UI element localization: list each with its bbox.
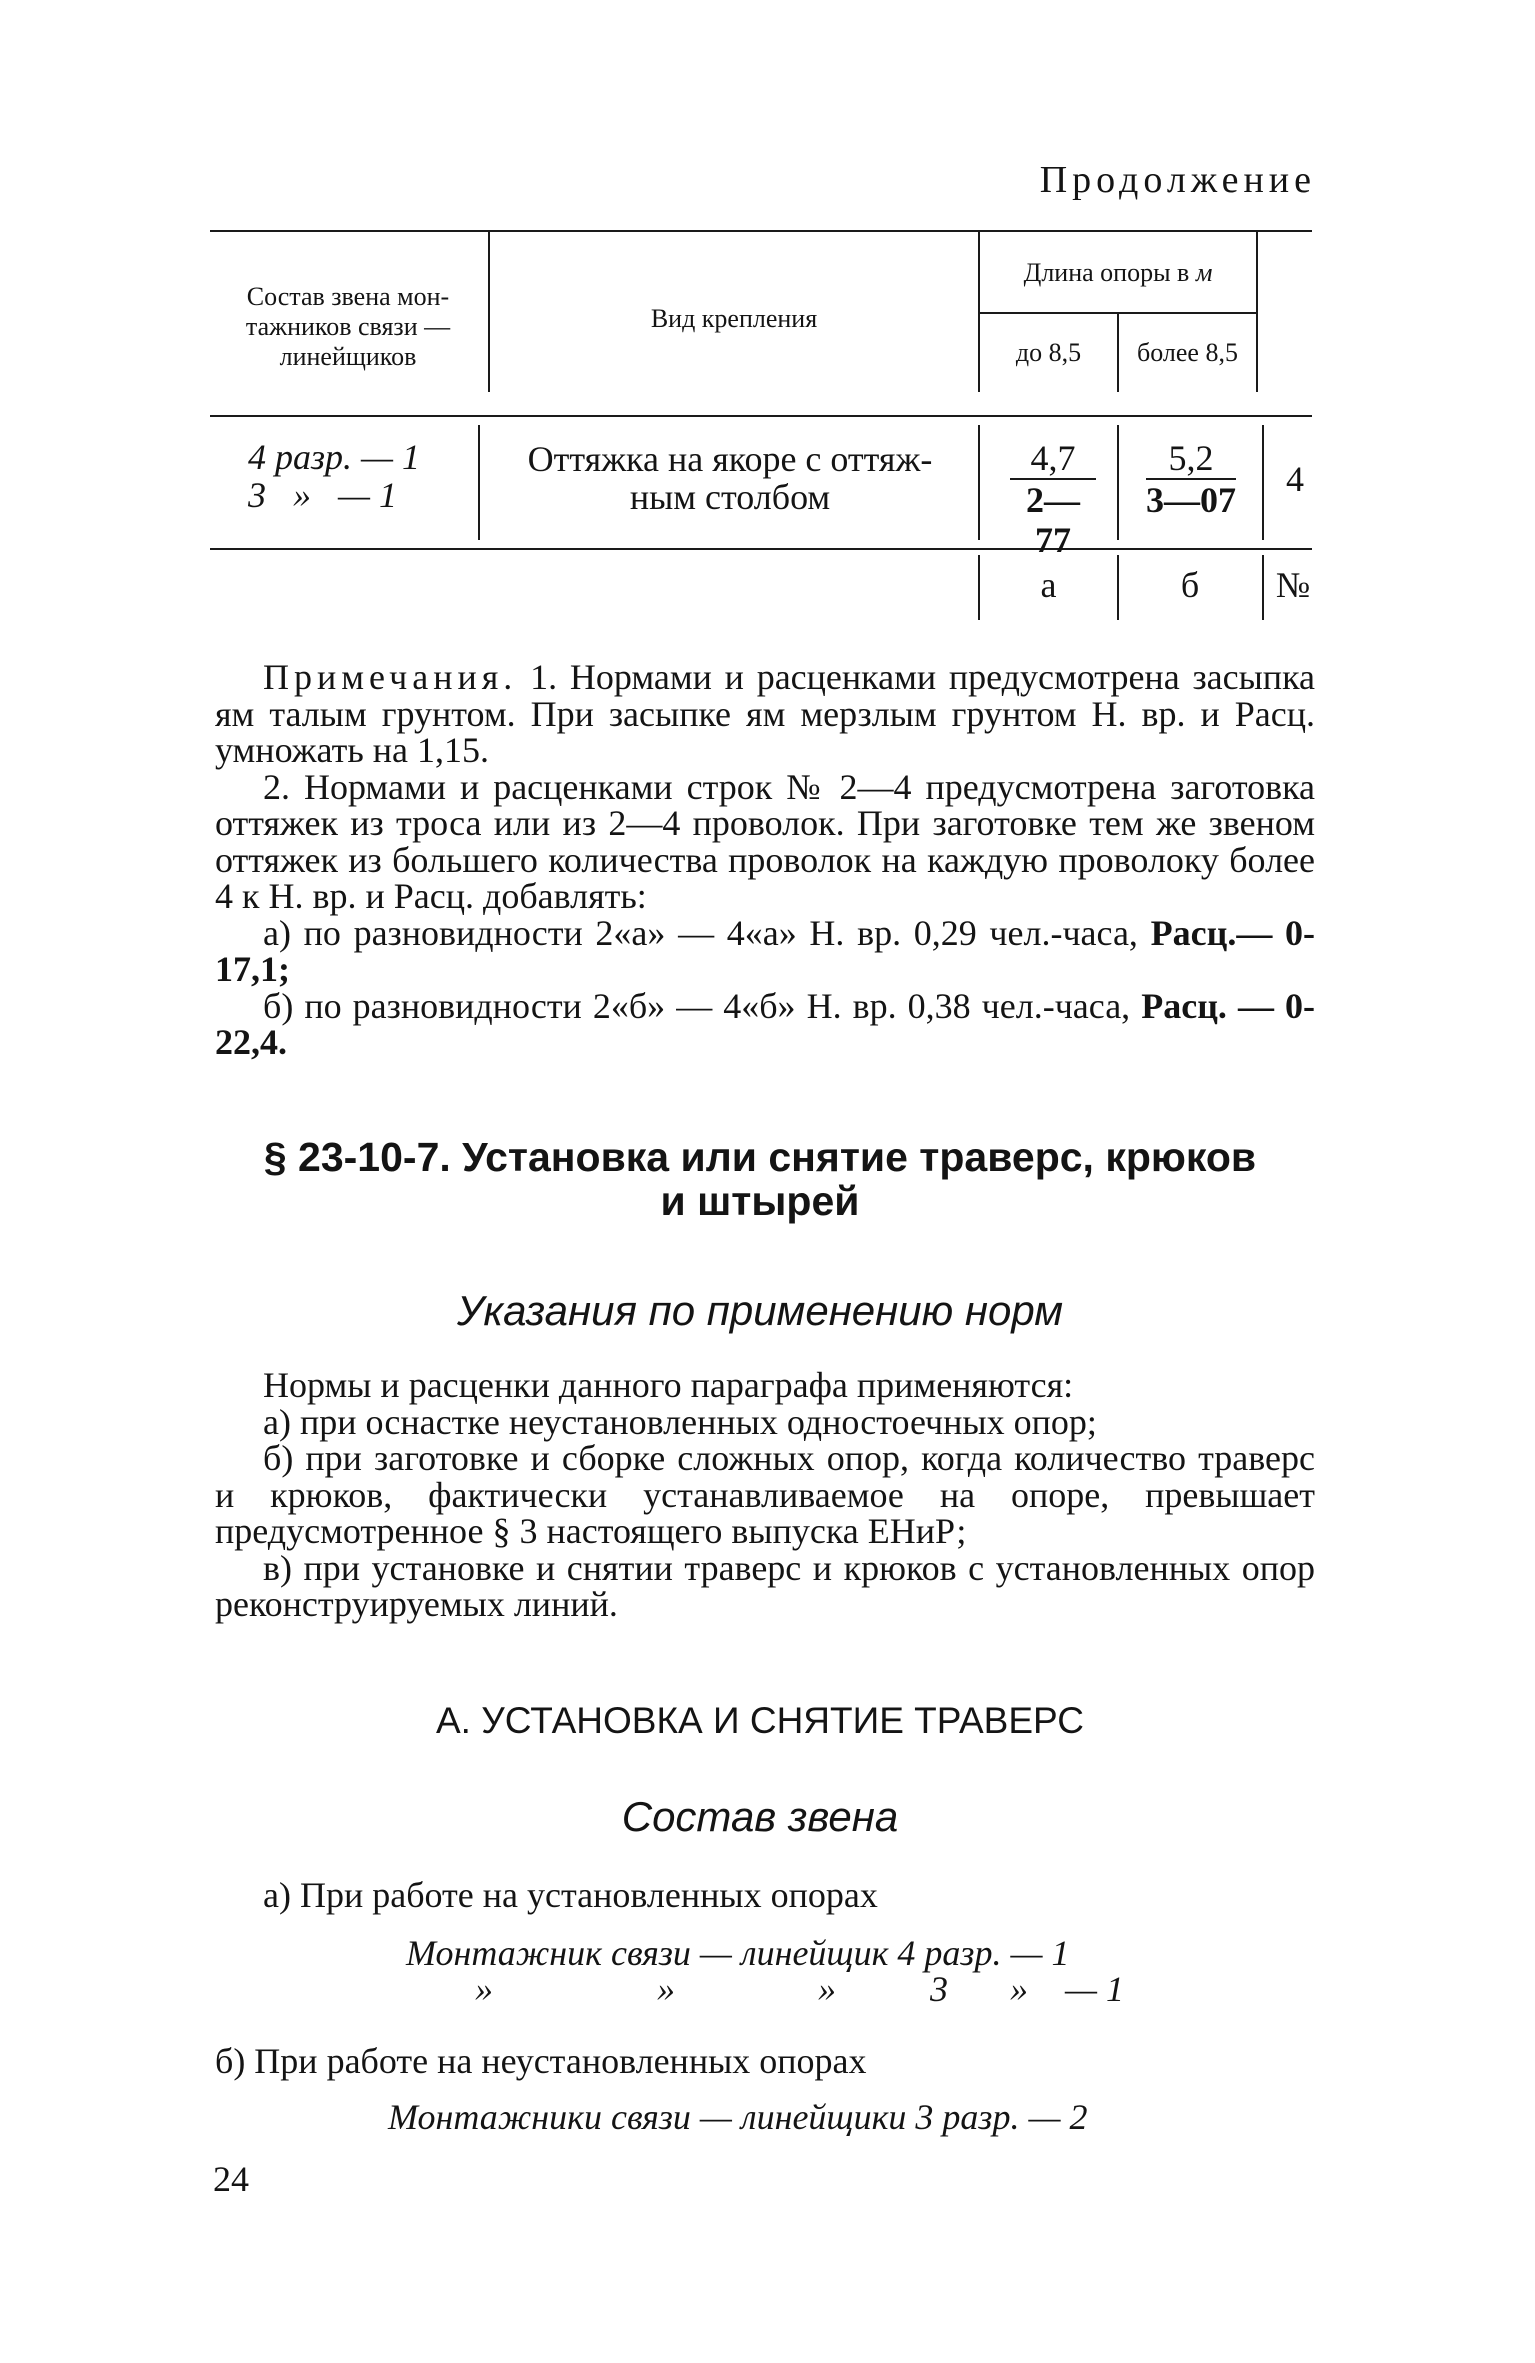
table-vline	[978, 232, 980, 392]
instructions-intro: Нормы и расценки данного параграфа применяются:	[263, 1365, 1074, 1405]
table-vline	[478, 425, 480, 540]
note-item-value: 0-22,4.	[215, 985, 1315, 1062]
header-crew-line: Состав звена мон-	[246, 282, 450, 311]
grade-value: 3	[930, 1969, 948, 2009]
note-item-text: а) по разновидности 2«а» — 4«а» Н. вр. 0,29 чел.-часа,	[263, 912, 1151, 953]
header-length-over: более 8,5	[1137, 338, 1238, 367]
count-value: — 1	[1065, 1969, 1125, 2009]
footer-column-b: б	[1180, 565, 1200, 605]
table-body-bottom-rule	[210, 548, 1312, 550]
ditto-mark: »	[475, 1969, 493, 2009]
note-item-value: 0-17,1;	[215, 912, 1315, 989]
time-norm-value: 4,7	[1030, 438, 1076, 478]
header-unit-m: м	[1195, 258, 1213, 287]
row-crew-line: 3 » — 1	[248, 475, 398, 515]
table-vline	[1117, 425, 1119, 540]
row-crew-composition	[248, 438, 474, 514]
note-2-item-b	[215, 985, 1315, 1062]
row-fastening-type	[484, 440, 976, 516]
section-instructions	[215, 1367, 1315, 1623]
header-crew-line: тажников связи —	[245, 312, 451, 341]
table-vline	[488, 232, 490, 392]
notes-block	[215, 659, 1315, 1061]
continuation-label: Продолжение	[1039, 159, 1316, 201]
table-vline	[1117, 314, 1119, 392]
header-length-up-to: до 8,5	[1015, 338, 1082, 367]
table-header-bottom-rule	[210, 415, 1312, 417]
subsection-heading: А. УСТАНОВКА И СНЯТИЕ ТРАВЕРС	[436, 1700, 1084, 1741]
note-1	[215, 659, 1315, 769]
instructions-item-c: в) при установке и снятии траверс и крюков с установленных опор реконструируемых линий.	[215, 1547, 1315, 1624]
table-vline	[1117, 555, 1119, 620]
table-top-rule	[210, 230, 1312, 232]
section-title-line: и штырей	[660, 1178, 860, 1224]
row-number: 4	[1286, 459, 1304, 499]
table-vline	[978, 555, 980, 620]
price-value: 2—77	[1010, 478, 1096, 560]
ditto-mark: »	[657, 1969, 675, 2009]
note-2: 2. Нормами и расценками строк № 2—4 предусмотрена заготовка оттяжек из троса или из 2—4 проволок. При заготовке тем же звеном оттяжек из большего количества проволок на каждую проволоку более 4 к Н. вр. и Расц. добавлять:	[215, 766, 1315, 916]
case-a-crew-line-1: Монтажник связи — линейщик 4 разр. — 1	[406, 1933, 1070, 1973]
ditto-mark: »	[1010, 1969, 1028, 2009]
header-support-length: Длина опоры в м	[1023, 258, 1213, 287]
notes-lead: Примечания.	[263, 657, 518, 697]
note-item-rasc: Расц.—	[1150, 912, 1273, 953]
note-item-rasc: Расц. —	[1141, 985, 1274, 1026]
instructions-item-b: б) при заготовке и сборке сложных опор, когда количество траверс и крюков, фактически устанавливаемое на опоре, превышает предусмотренное § 3 настоящего выпуска ЕНиР;	[215, 1438, 1315, 1551]
section-title-line: § 23-10-7. Установка или снятие траверс, крюков	[263, 1134, 1257, 1180]
header-fastening-type: Вид крепления	[650, 304, 818, 333]
price-value: 3—07	[1146, 480, 1236, 520]
row-fastening-line: Оттяжка на якоре с оттяж-	[527, 439, 933, 479]
case-b-heading: б) При работе на неустановленных опорах	[215, 2041, 867, 2081]
footer-row-number-label: №	[1275, 565, 1311, 605]
page-number: 24	[213, 2159, 249, 2199]
crew-title: Состав звена	[621, 1793, 899, 1840]
cell-b-norm-price	[1146, 438, 1236, 520]
row-fastening-line: ным столбом	[629, 477, 831, 517]
table-vline	[978, 425, 980, 540]
case-b-crew-line-1: Монтажники связи — линейщики 3 разр. — 2	[388, 2097, 1088, 2137]
table-vline	[1262, 425, 1264, 540]
case-a-crew-line-2	[0, 1970, 1535, 2010]
case-a-heading: а) При работе на установленных опорах	[263, 1875, 878, 1915]
header-crew-composition	[212, 282, 484, 372]
note-2-item-a	[215, 912, 1315, 989]
time-norm-value: 5,2	[1168, 438, 1214, 478]
cell-a-norm-price	[1010, 438, 1096, 560]
note-item-text: б) по разновидности 2«б» — 4«б» Н. вр. 0,38 чел.-часа,	[263, 985, 1142, 1026]
table-vline	[1256, 232, 1258, 392]
footer-column-a: а	[1040, 565, 1057, 605]
header-crew-line: линейщиков	[279, 342, 417, 371]
ditto-mark: »	[818, 1969, 836, 2009]
note-1-text: 1. Нормами и расценками предусмотрена засыпка ям талым грунтом. При засыпке ям мерзлым грунтом Н. вр. и Расц. умножать на 1,15.	[215, 657, 1315, 770]
section-title	[180, 1135, 1340, 1223]
instructions-item-a: а) при оснастке неустановленных одностоечных опор;	[263, 1401, 1097, 1442]
row-crew-line: 4 разр. — 1	[248, 437, 421, 477]
table-vline	[1262, 555, 1264, 620]
section-subtitle: Указания по применению норм	[456, 1287, 1064, 1334]
